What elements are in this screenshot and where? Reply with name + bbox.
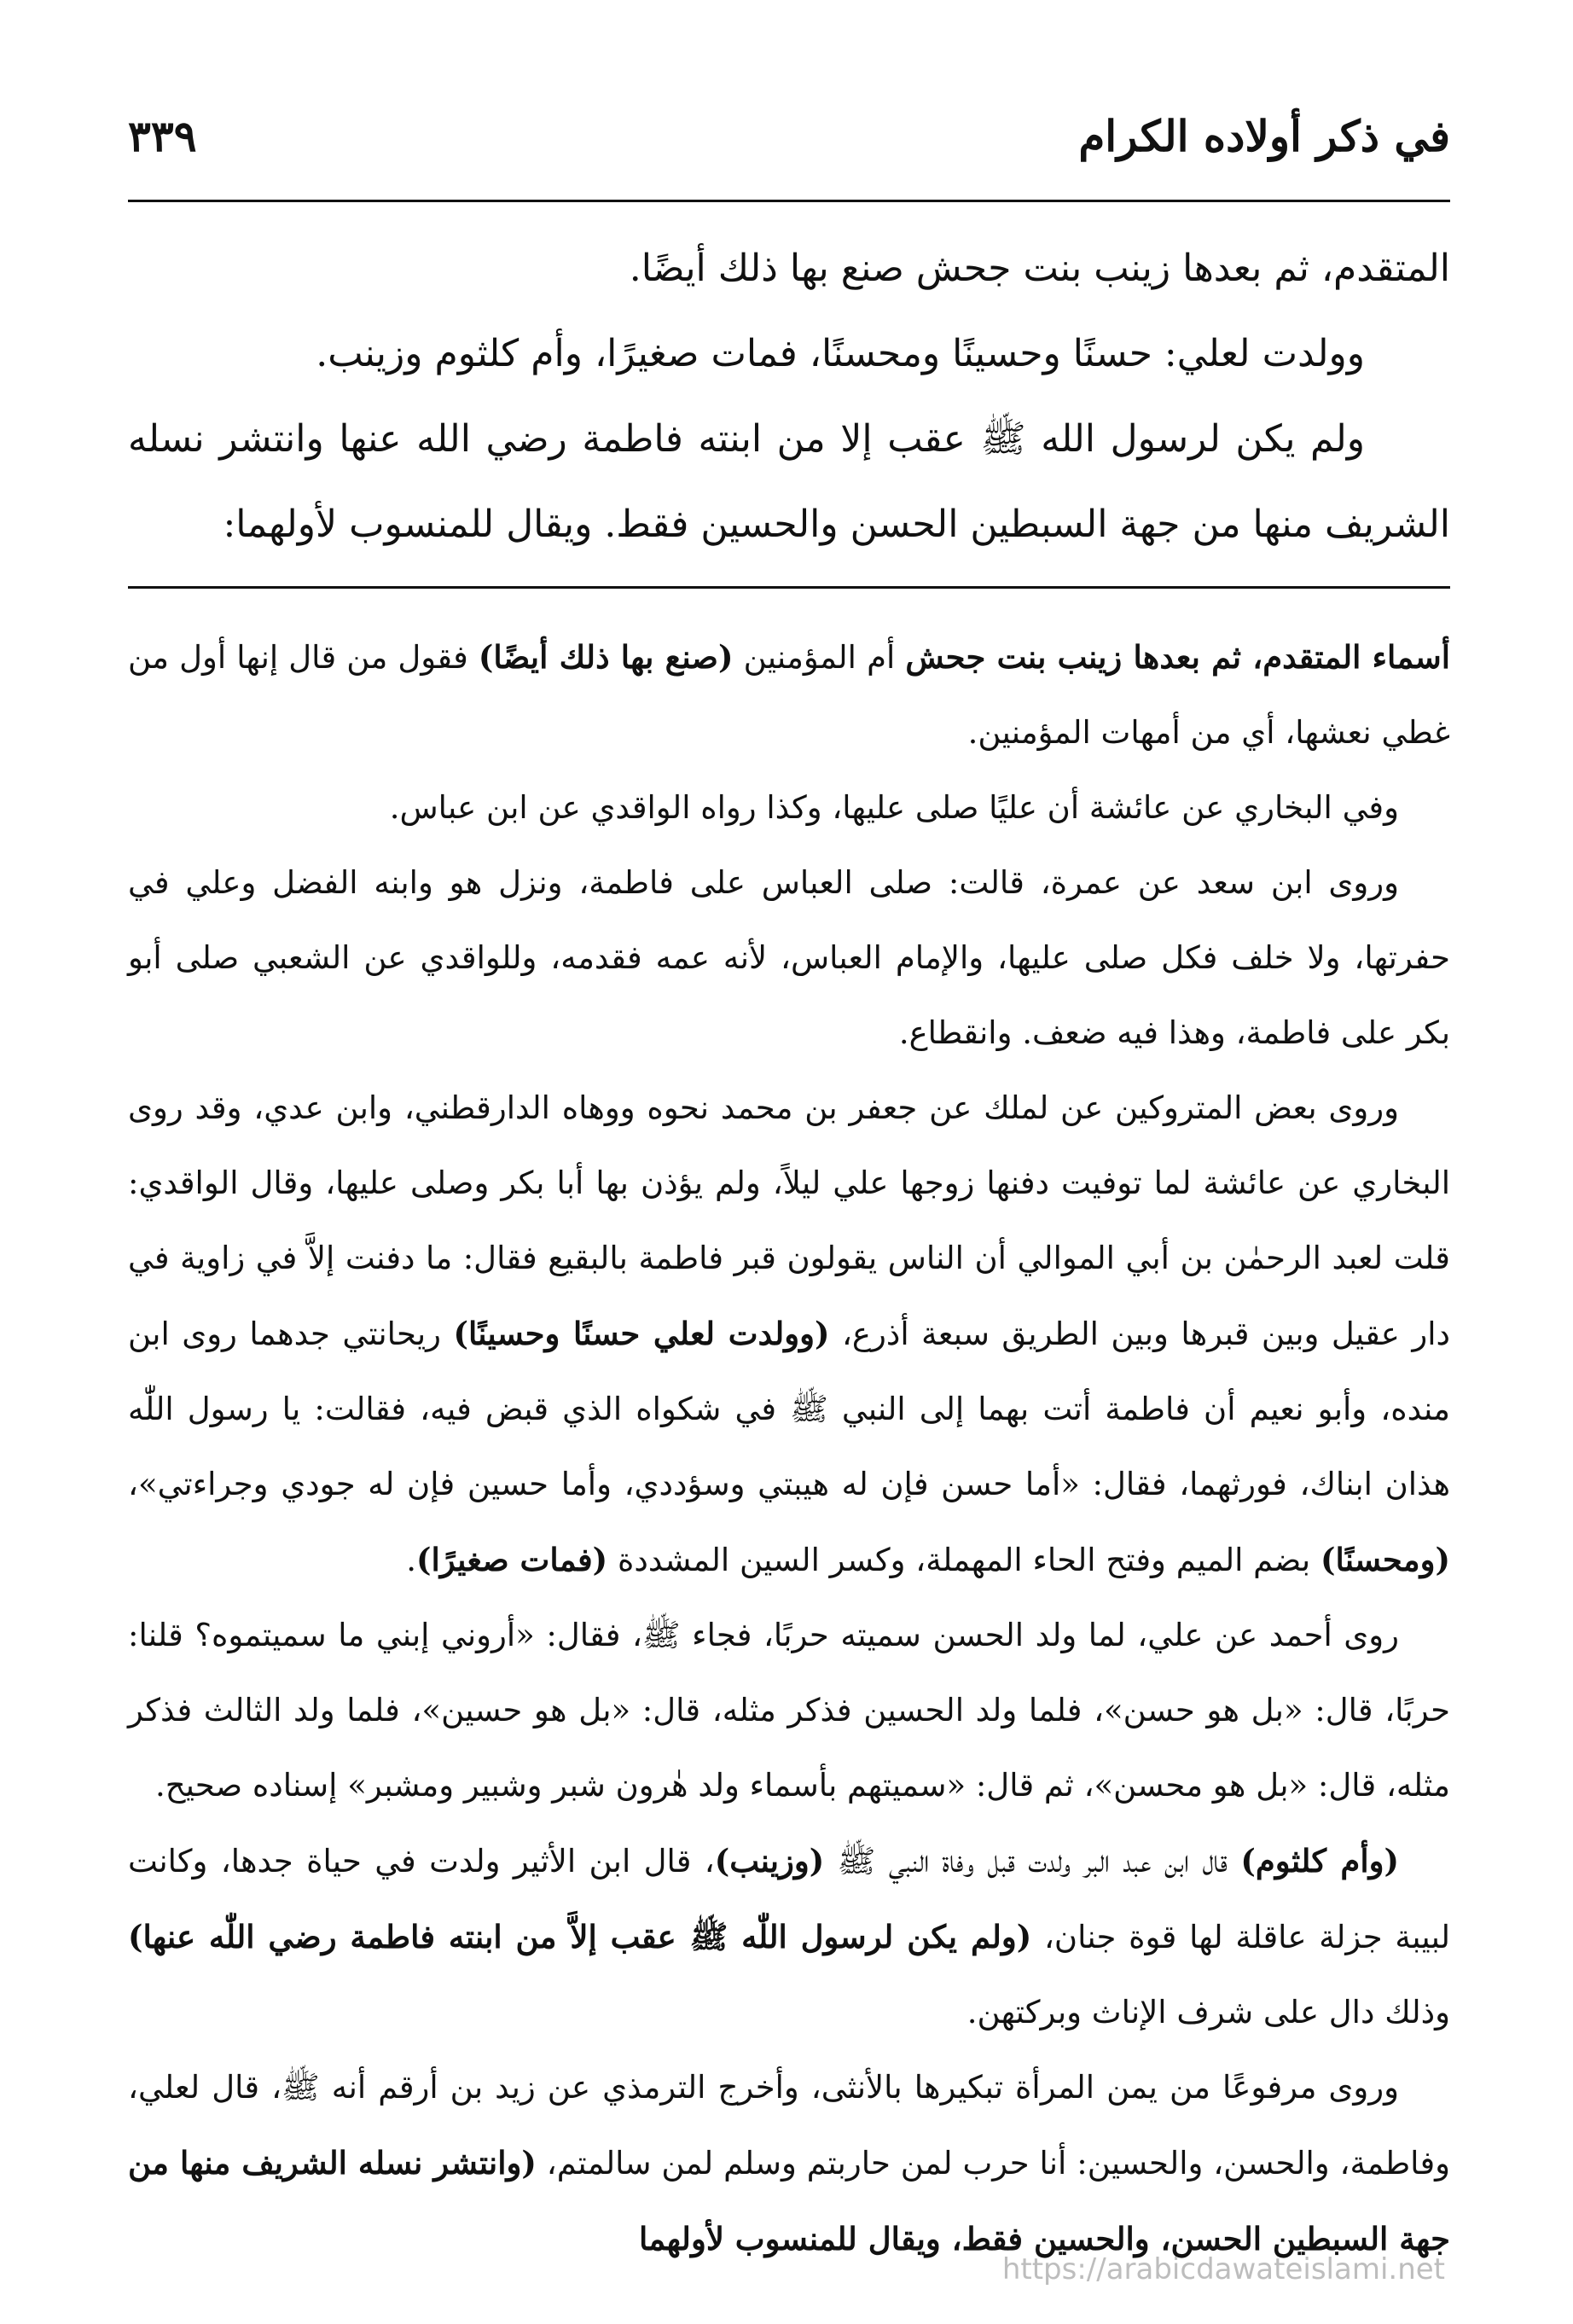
page-number: ٣٣٩ (128, 111, 197, 161)
commentary-paragraph: وروى ابن سعد عن عمرة، قالت: صلى العباس على فاطمة، ونزل هو وابنه الفضل وعلي في حفرتها، ولا خلف فكل صلى عليها، والإمام العباس، لأنه عمه فقدمه، وللواقدي عن الشعبي صلى أبو بكر على فاطمة، وهذا فيه ضعف. وانقطاع. (128, 864, 1450, 1051)
quoted-text: (وولدت لعلي حسنًا وحسينًا) (453, 1315, 830, 1352)
commentary-text: وذلك دال على شرف الإناث وبركتهن. (966, 1994, 1450, 2031)
commentary-text: أم المؤمنين (733, 639, 906, 676)
commentary-paragraph: وفي البخاري عن عائشة أن عليًا صلى عليها، وكذا رواه الواقدي عن ابن عباس. (389, 789, 1399, 826)
commentary-paragraph (128, 2050, 1450, 2277)
quoted-text: (ومحسنًا) (1320, 1541, 1450, 1578)
header-divider (128, 200, 1450, 202)
quoted-text: (وانتشر نسله الشريف منها من جهة السبطين الحسن، والحسين فقط، ويقال للمنسوب لأولهما (128, 2144, 1450, 2257)
commentary-text: وروى مرفوعًا من يمن المرأة تبكيرها بالأنثى، وأخرج الترمذي عن زيد بن أرقم أنه ﷺ، قال لعلي، وفاطمة، والحسن، والحسين: أنا حرب لمن حاربتم وسلم لمن سالمتم، (128, 2069, 1451, 2182)
commentary (128, 619, 1450, 2277)
main-text (128, 226, 1450, 567)
commentary-text: قال ابن عبد البر ولدت قبل وفاة النبي ﷺ (824, 1843, 1241, 1880)
quoted-text: (صنع بها ذلك أيضًا) (478, 638, 734, 676)
commentary-text: ريحانتي جدهما روى ابن منده، وأبو نعيم أن فاطمة أتت بهما إلى النبي ﷺ في شكواه الذي قبض فيه، فقالت: يا رسول اللّٰه هذان ابناك، فورثهما، فقال: «أما حسن فإن له هيبتي وسؤددي، وأما حسين فإن له جودي وجراءتي»، (128, 1316, 1450, 1502)
main-paragraph: ولم يكن لرسول الله ﷺ عقب إلا من ابنته فاطمة رضي الله عنها وانتشر نسله الشريف منها من جهة السبطين الحسن والحسين فقط. ويقال للمنسوب لأولهما: (128, 417, 1450, 546)
commentary-divider (128, 586, 1450, 589)
quoted-text: (فمات صغيرًا) (415, 1541, 608, 1578)
page-header (128, 111, 1450, 188)
commentary-text: . (406, 1542, 416, 1578)
book-page (128, 111, 1450, 2277)
commentary-text: فقول من قال إنها أول من غطي نعشها، أي من أمهات المؤمنين. (128, 639, 1450, 751)
quoted-text: (وأم كلثوم) (1240, 1842, 1399, 1880)
quoted-text: (وزينب) (714, 1842, 825, 1880)
commentary-paragraph (128, 619, 1450, 770)
commentary-paragraph (128, 1071, 1450, 1598)
commentary-text: بضم الميم وفتح الحاء المهملة، وكسر السين المشددة (607, 1542, 1321, 1578)
commentary-paragraph (128, 1823, 1450, 2050)
chapter-title: في ذكر أولاده الكرام (1078, 111, 1450, 161)
commentary-paragraph: روى أحمد عن علي، لما ولد الحسن سميته حربًا، فجاء ﷺ، فقال: «أروني إبني ما سميتموه؟ قلنا: حربًا، قال: «بل هو حسن»، فلما ولد الحسين فذكر مثله، قال: «بل هو حسين»، فلما ولد الثالث فذكر مثله، قال: «بل هو محسن»، ثم قال: «سميتهم بأسماء ولد هٰرون شبر وشبير ومشبر» إسناده صحيح. (128, 1617, 1450, 1804)
commentary-text: وروى بعض المتروكين عن لملك عن جعفر بن محمد نحوه ووهاه الدارقطني، وابن عدي، وقد روى البخاري عن عائشة لما توفيت دفنها زوجها علي ليلاً، ولم يؤذن بها أبا بكر وصلى عليها، وقال الواقدي: قلت لعبد الرحمٰن بن أبي الموالي أن الناس يقولون قبر فاطمة بالبقيع فقال: ما دفنت إلاَّ في زاوية في دار عقيل وبين قبرها وبين الطريق سبعة أذرع، (128, 1089, 1450, 1352)
main-paragraph: وولدت لعلي: حسنًا وحسينًا ومحسنًا، فمات صغيرًا، وأم كلثوم وزينب. (316, 332, 1365, 375)
quoted-text: (ولم يكن لرسول اللّٰه ﷺ عقب إلاَّ من ابنته فاطمة رضي اللّٰه عنها) (128, 1918, 1032, 1955)
commentary-text: ، قال ابن الأثير ولدت في حياة جدها، وكانت لبيبة جزلة عاقلة لها قوة جنان، (128, 1843, 1451, 1955)
quoted-text: أسماء المتقدم، ثم بعدها زينب بنت جحش (905, 638, 1450, 676)
main-paragraph: المتقدم، ثم بعدها زينب بنت جحش صنع بها ذلك أيضًا. (629, 247, 1450, 290)
watermark-url: https://arabicdawateislami.net (1001, 2252, 1445, 2286)
